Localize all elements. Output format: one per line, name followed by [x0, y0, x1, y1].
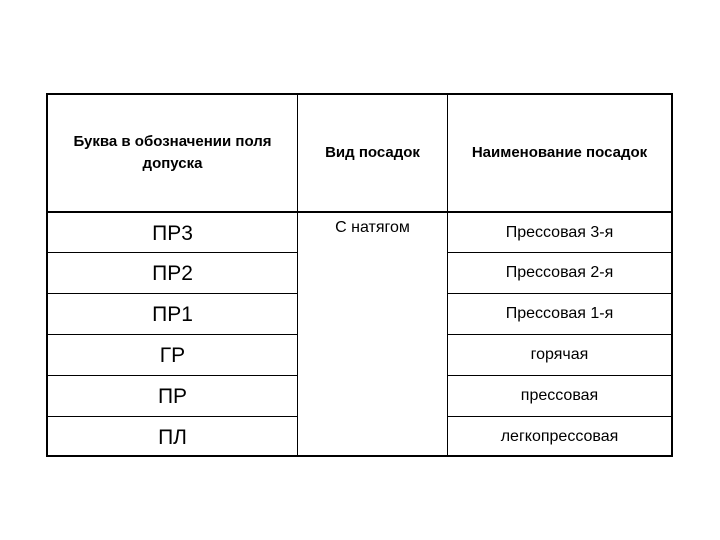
code-cell: ПР3	[48, 211, 298, 252]
fit-type-cell: С натягом	[298, 211, 448, 456]
code-cell: ПР	[48, 375, 298, 416]
name-cell: Прессовая 2-я	[448, 252, 671, 293]
name-cell: прессовая	[448, 375, 671, 416]
name-cell: легкопрессовая	[448, 416, 671, 456]
code-cell: ПЛ	[48, 416, 298, 456]
code-cell: ПР2	[48, 252, 298, 293]
name-cell: Прессовая 3-я	[448, 211, 671, 252]
fits-table	[46, 93, 673, 457]
header-fit-name: Наименование посадок	[471, 144, 648, 161]
header-tolerance-letter: Буква в обозначении поля допуска	[48, 95, 298, 211]
header-fit-type: Вид посадок	[298, 95, 448, 211]
name-cell: Прессовая 1-я	[448, 293, 671, 334]
code-cell: ГР	[48, 334, 298, 375]
code-cell: ПР1	[48, 293, 298, 334]
name-cell: горячая	[448, 334, 671, 375]
